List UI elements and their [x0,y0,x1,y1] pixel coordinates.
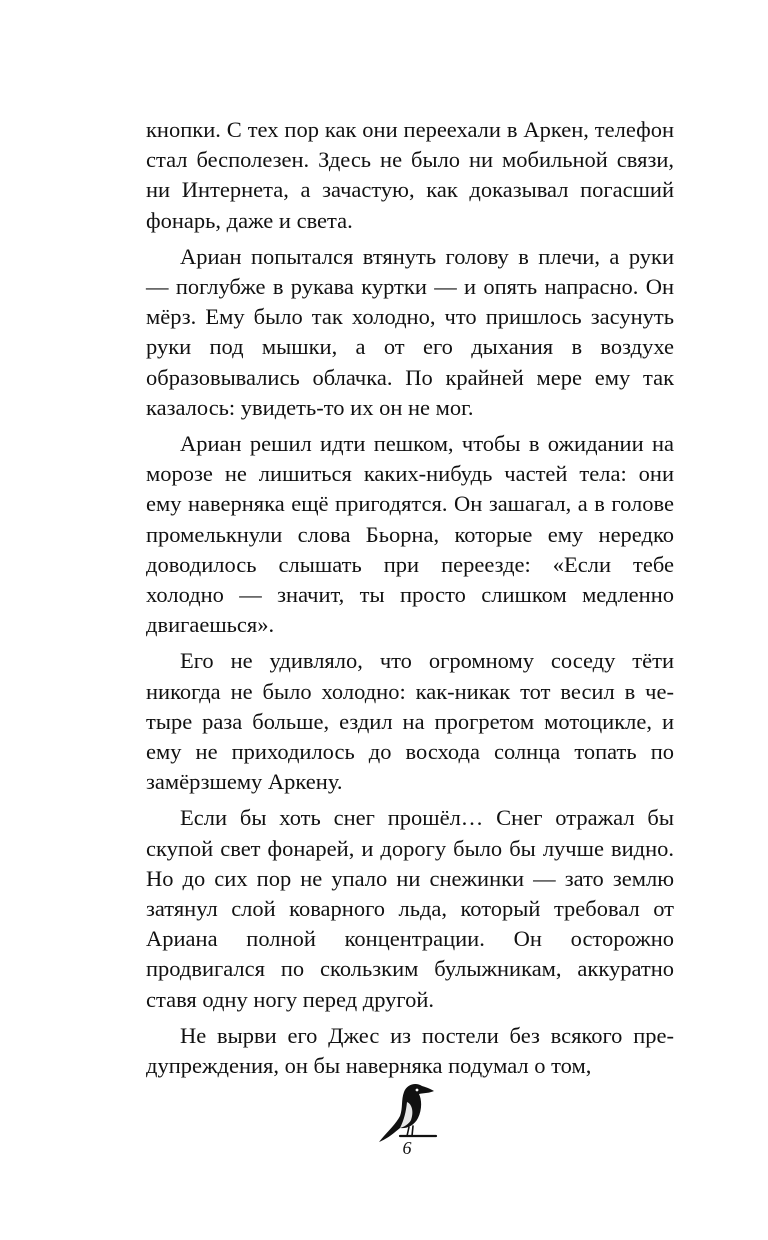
paragraph-1: кнопки. С тех пор как они переехали в Аркен, телефон стал бесполезен. Здесь не было ни мобильной связи, ни Интернета, а зачастую, как доказывал погасший фонарь, даже и света. [146,117,674,233]
paragraph-6: Не вырви его Джес из постели без всякого предупреждения, он бы наверняка подумал о том, [146,1022,674,1079]
paragraph-4: Его не удивляло, что огромному соседу тёти никогда не было холодно: как-никак тот весил в четыре раза больше, ездил на прогретом мотоцикле, и ему не приходилось до восхода солнца топать по замёрзшему Аркену. [146,648,674,795]
paragraph-5: Если бы хоть снег прошёл… Снег отражал бы скупой свет фонарей, и дорогу было бы лучше видно. Но до сих пор не упало ни снежинки — зато землю затянул слой коварного льда, который требовал от Ариана полной концентрации. Он осторожно продвигался по скользким булыжникам, аккуратно ставя одну ногу перед другой. [146,805,674,1012]
body-text [146,115,674,1087]
paragraph-3: Ариан решил идти пешком, чтобы в ожидании на морозе не лишиться каких-нибудь частей тела: они ему наверняка ещё пригодятся. Он зашагал, а в голове промелькнули слова Бьорна, которые ему нередко доводилось слышать при переезде: «Если тебе холодно — значит, ты просто слишком медленно двигаешься». [146,431,674,638]
page-number: 6 [402,1138,412,1158]
paragraph-2: Ариан попытался втянуть голову в плечи, а руки — поглубже в рукава куртки — и опять напрасно. Он мёрз. Ему было так холодно, что пришлось засунуть руки под мышки, а от его дыхания в воздухе образовывались облачка. По крайней мере ему так казалось: увидеть-то их он не мог. [146,243,674,420]
